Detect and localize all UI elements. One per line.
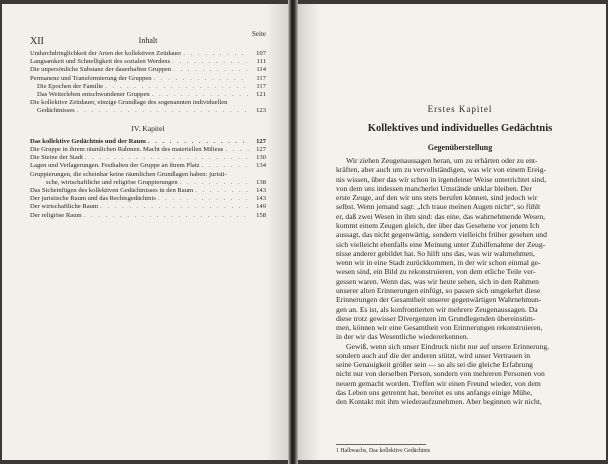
text-line: Wir ziehen Zeugenaussagen heran, um zu erhärten oder zu ent- (346, 156, 538, 165)
toc-entry-title: Gedächtnisses (37, 107, 75, 115)
chapter-label: Erstes Kapitel (427, 104, 493, 114)
toc-entry (30, 91, 266, 99)
footnote-rule (336, 444, 426, 445)
toc-leader-dots (156, 195, 249, 203)
toc-entry (30, 138, 266, 146)
toc-entry-title: Das kollektive Gedächtnis und der Raum (30, 137, 146, 145)
toc-section-a (30, 50, 266, 116)
toc-leader-dots (152, 75, 249, 83)
toc-entry (30, 162, 266, 170)
text-line: in der wir das Wesentliche wiedererkennen. (336, 332, 469, 342)
toc-entry-title: Der juristische Raum und das Rechtsgedächtnis (30, 195, 156, 203)
text-line: diese trotz gewisser Divergenzen im Grundlegenden übereinstim- (336, 313, 536, 323)
page-header (30, 32, 266, 46)
toc-leader-dots (98, 203, 249, 211)
text-line: seine Genauigkeit größer sein — so als sei die gleiche Erfahrung (336, 360, 533, 370)
toc-entry-title: Gruppierungen, die scheinbar keine räumlichen Grundlagen haben: juristi- (30, 170, 227, 178)
text-line: selbst. Wenn jemand sagt: „Ich traue meinen Augen nicht“, so fühlt (336, 202, 541, 212)
toc-entry-title: Das Sicheinfügen des kollektiven Gedächtnisses in den Raum (30, 187, 194, 195)
left-page (2, 4, 290, 460)
toc-entry (30, 83, 266, 91)
toc-entry (30, 66, 266, 74)
page-number: XII (30, 36, 44, 47)
toc-entry-page: 138 (256, 178, 266, 186)
text-line: men, können wir eine Gesamtheit von Erinnerungen rekonstruieren, (336, 323, 543, 333)
toc-leader-dots (83, 154, 249, 162)
toc-entry-title: Die unpersönliche Substanz der dauerhaften Gruppen (30, 66, 172, 74)
toc-leader-dots (200, 162, 249, 170)
toc-section-b (30, 138, 266, 220)
toc-entry (30, 107, 266, 115)
text-line: sondern auch auf die der anderen stützt, wird unser Vertrauen in (336, 350, 531, 360)
toc-entry-page: 114 (256, 66, 266, 74)
toc-entry (30, 58, 266, 66)
text-line: von dem uns indessen mancherlei Umstände unklar bleiben. Der (336, 183, 532, 193)
toc-entry-title: Die kollektive Zeitdauer, einzige Grundlage des sogenannten individuellen (30, 99, 228, 107)
text-line: neuem gemacht worden. Treffen wir einen Freund wieder, von dem (336, 378, 541, 388)
text-line: Gewiß, wenn sich unser Eindruck nicht nur auf unsere Erinnerung, (346, 341, 550, 351)
toc-entry-page: 134 (256, 162, 266, 170)
toc-leader-dots (181, 50, 249, 58)
toc-entry-title: Die Epochen der Familie (37, 82, 104, 90)
toc-entry-page: 143 (256, 195, 266, 203)
toc-entry-page: 121 (256, 91, 266, 99)
chapter-heading: IV. Kapitel (131, 123, 165, 133)
toc-entry (30, 75, 266, 83)
toc-leader-dots (178, 179, 249, 187)
text-line: den Kontakt mit ihm wiederaufzunehmen. Aber beginnen wir nicht, (336, 397, 542, 407)
toc-leader-dots (150, 91, 249, 99)
toc-entry (30, 195, 266, 203)
toc-entry-page: 143 (256, 187, 266, 195)
toc-entry-title: Die Gruppe in ihrem räumlichen Rahmen. Macht des materiellen Milieus (30, 146, 224, 154)
toc-entry-page: 158 (256, 211, 266, 219)
toc-entry-title: Undurchdringlichkeit der Arten der kollektiven Zeitdauer (30, 50, 182, 57)
text-line: er, daß zwei Wesen in ihm sind: das eine, das wahrnehmende Wesen, (336, 211, 546, 221)
toc-entry-page: 111 (256, 58, 266, 66)
toc-leader-dots (171, 66, 249, 74)
table-of-contents (30, 50, 266, 220)
text-line: erste Zeuge, auf den wir uns stets berufen können, sind jedoch wir (336, 193, 538, 203)
page-shadow (266, 4, 290, 460)
toc-entry-page: 127 (256, 137, 266, 145)
toc-leader-dots (223, 146, 249, 154)
toc-entry-title: Permanenz und Transformierung der Gruppen (30, 74, 152, 82)
toc-leader-dots (75, 107, 249, 115)
text-line: Erinnerungen der Gesamtheit unserer gegenwärtigen Wahrnehmun- (336, 295, 542, 305)
toc-entry-page: 123 (256, 107, 266, 115)
text-line: kräften, aber auch um zu vervollständigen, was wir von einem Ereig- (336, 165, 547, 175)
toc-entry-title: Der wirtschaftliche Raum (30, 203, 99, 211)
toc-entry-title: Lagen und Verlagerungen. Festhalten der Gruppe an ihrem Platz (30, 162, 200, 170)
text-line: nicht nur von derselben Person, sondern von mehreren Personen von (336, 369, 545, 379)
text-line: wenn wir in eine Stadt zurückkommen, in der wir schon einmal ge- (336, 258, 541, 268)
text-line: das Leben uns getrennt hat, bereitet es uns anfangs einige Mühe, (336, 388, 533, 398)
toc-entry (30, 146, 266, 154)
running-header: Inhalt (138, 36, 158, 45)
toc-entry-page: 107 (256, 50, 266, 57)
chapter-title: Kollektives und individuelles Gedächtnis (367, 123, 553, 134)
text-line: aussagt, das nicht gegenwärtig, sondern vielleicht früher gesehen und (336, 230, 547, 240)
text-line: gen an. Es ist, als konfrontierten wir mehrere Zeugenaussagen. Da (336, 304, 538, 314)
toc-entry (30, 203, 266, 211)
toc-entry-title: Langsamkeit und Schnelligkeit des sozialen Werdens (30, 58, 171, 66)
toc-leader-dots (146, 138, 249, 146)
page-shadow (296, 4, 320, 460)
text-line: nisse anderer gebildet hat. So hilft uns das, was wir wahrnehmen, (336, 248, 535, 258)
right-page (296, 4, 606, 460)
toc-entry (30, 99, 266, 107)
toc-entry (30, 187, 266, 195)
toc-leader-dots (193, 187, 249, 195)
toc-entry-page: 130 (256, 154, 266, 162)
toc-leader-dots (82, 212, 249, 220)
seite-label: Seite (252, 30, 266, 38)
toc-entry-page: 149 (256, 203, 266, 211)
book-gutter (288, 0, 298, 464)
toc-entry (30, 50, 266, 58)
toc-entry (30, 154, 266, 162)
text-line: gessen waren. Wenn das, was wir heute sehen, sich in den Rahmen (336, 276, 539, 286)
text-line: kommt einem Zeugen gleich, der über das Gesehene vor jenem Ich (336, 220, 540, 230)
toc-entry-title: Das Weiterleben entschwundener Gruppen (37, 91, 150, 99)
toc-entry-page: 117 (256, 82, 266, 90)
text-line: sich vielleicht ebenfalls eine Meinung unter Zuhilfenahme der Zeug- (336, 239, 546, 249)
toc-entry-title: Der religiöse Raum (30, 211, 82, 219)
toc-entry-page: 127 (256, 146, 266, 154)
toc-leader-dots (103, 83, 249, 91)
body-text (336, 156, 584, 407)
toc-leader-dots (170, 58, 249, 66)
footnote: 1 Halbwachs, Das kollektive Gedächtnis (336, 448, 431, 454)
text-line: nis wissen, über das wir schon in irgendeiner Weise unterrichtet sind, (336, 174, 546, 184)
section-subtitle: Gegenüberstellung (427, 143, 493, 152)
toc-entry-title: sche, wirtschaftliche und religiöse Gruppierungen (46, 178, 178, 186)
toc-entry (30, 212, 266, 220)
toc-entry-page: 117 (256, 74, 266, 82)
toc-entry (30, 171, 266, 179)
toc-entry-title: Die Steine der Stadt (30, 154, 83, 162)
toc-entry (30, 179, 266, 187)
text-line: unserer alten Erinnerungen einfügt, so passen sich umgekehrt diese (336, 285, 541, 295)
text-line: wesen sind, ein Bild zu rekonstruieren, von dem etliche Teile ver- (336, 267, 536, 277)
